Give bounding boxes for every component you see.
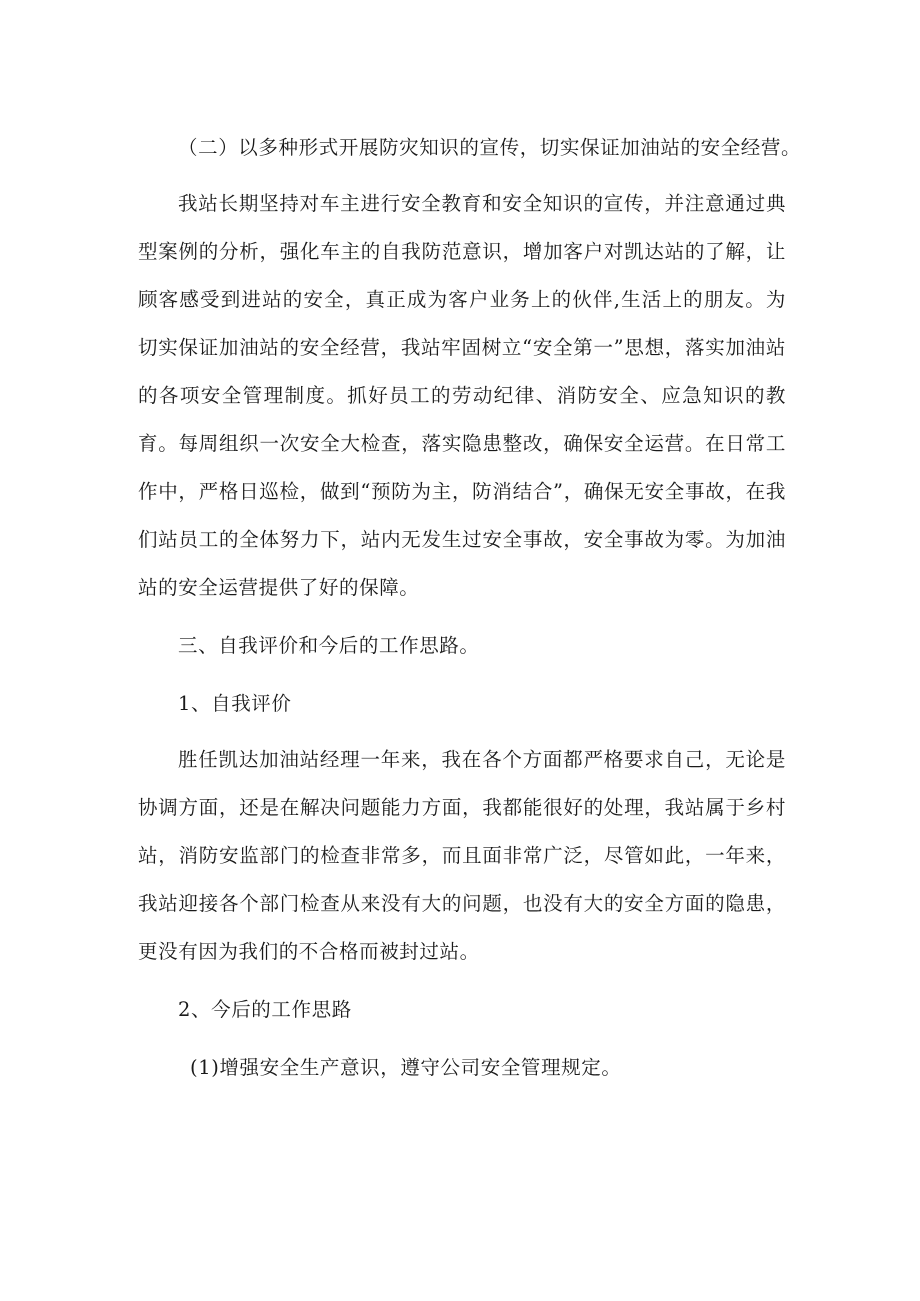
- section-2-heading: （二）以多种形式开展防灾知识的宣传，切实保证加油站的安全经营。: [178, 136, 802, 159]
- list-item-1: (1)增强安全生产意识，遵守公司安全管理规定。: [190, 1056, 622, 1079]
- document-body: [138, 124, 802, 1092]
- section-2-paragraph: 我站长期坚持对车主进行安全教育和安全知识的宣传，并注意通过典型案例的分析，强化车主的自我防范意识，增加客户对凯达站的了解，让顾客感受到进站的安全，真正成为客户业务上的伙伴,生活上的朋友。为切实保证加油站的安全经营，我站牢固树立“安全第一”思想，落实加油站的各项安全管理制度。抓好员工的劳动纪律、消防安全、应急知识的教育。每周组织一次安全大检查，落实隐患整改，确保安全运营。在日常工作中，严格日巡检，做到“预防为主，防消结合”，确保无安全事故，在我们站员工的全体努力下，站内无发生过安全事故，安全事故为零。为加油站的安全运营提供了好的保障。: [138, 192, 786, 599]
- sub-2-heading: 2、今后的工作思路: [178, 998, 352, 1021]
- part-3-heading: 三、自我评价和今后的工作思路。: [178, 634, 480, 657]
- sub-1-paragraph: 胜任凯达加油站经理一年来，我在各个方面都严格要求自己，无论是协调方面，还是在解决问题能力方面，我都能很好的处理，我站属于乡村站，消防安监部门的检查非常多，而且面非常广泛，尽管如此，一年来，我站迎接各个部门检查从来没有大的问题，也没有大的安全方面的隐患，更没有因为我们的不合格而被封过站。: [138, 748, 786, 963]
- sub-1-heading: 1、自我评价: [178, 692, 292, 715]
